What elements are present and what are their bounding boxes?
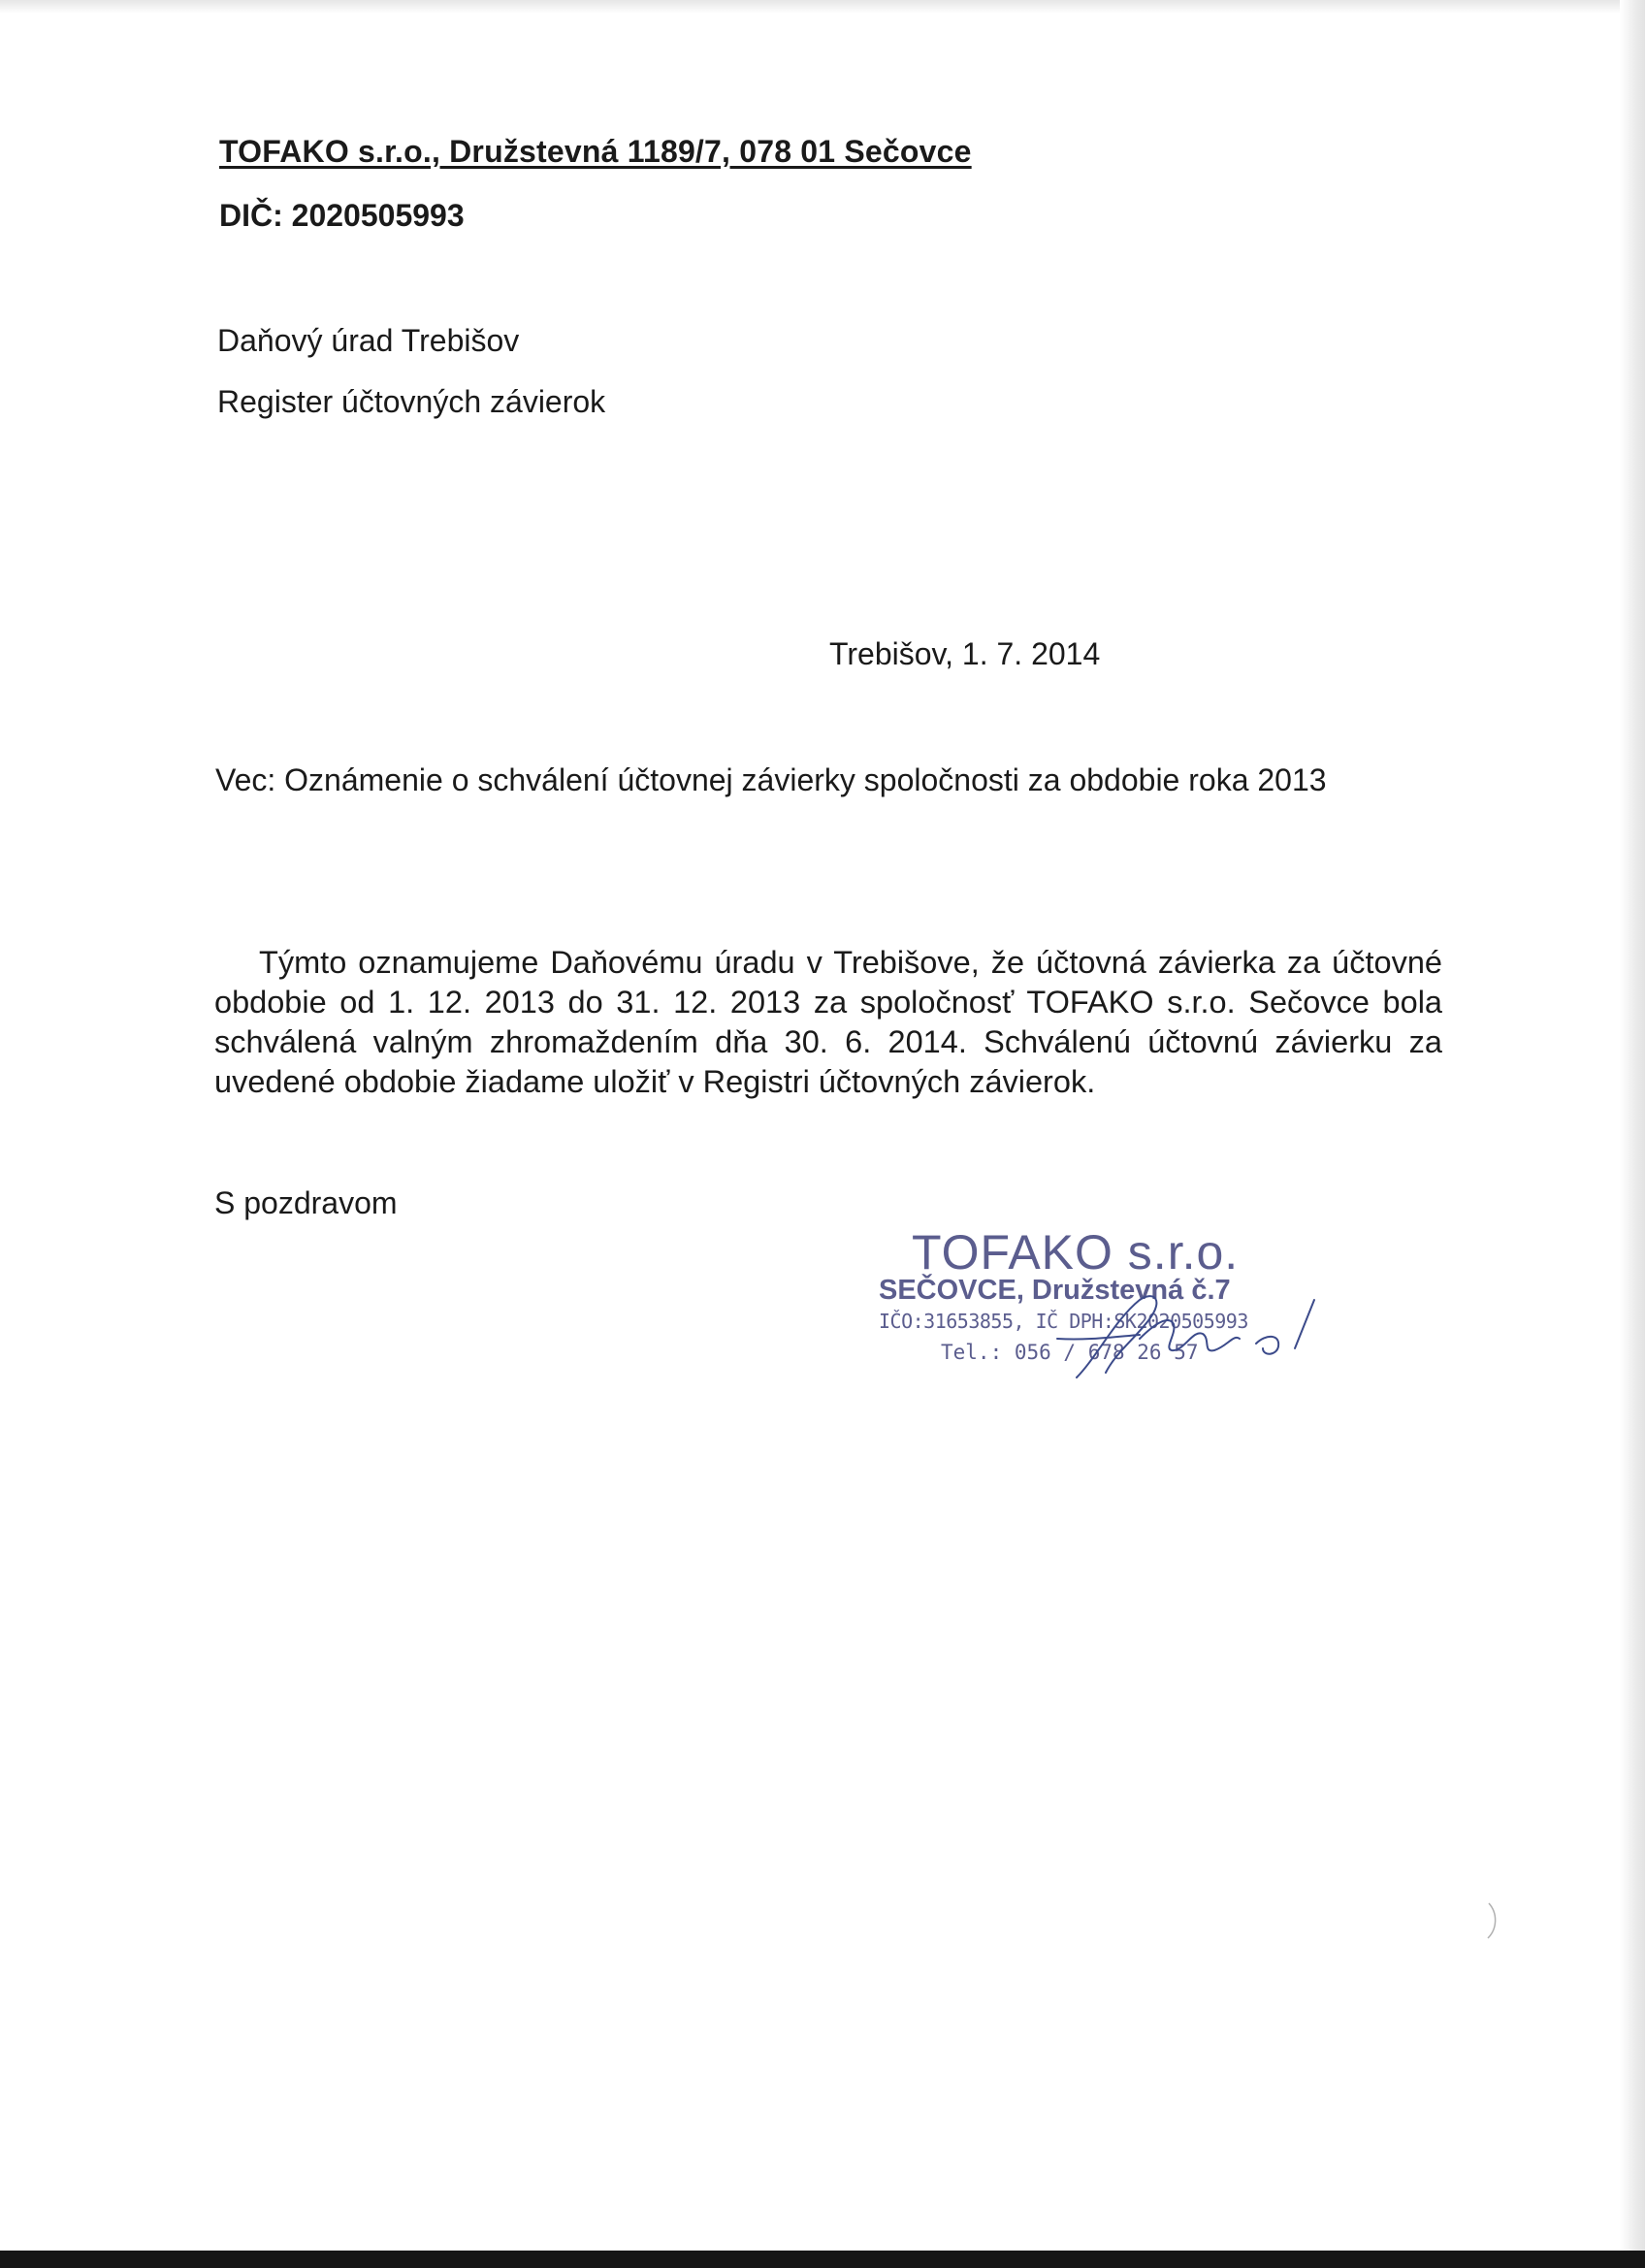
stamp-registration-ids: IČO:31653855, IČ DPH:SK2020505993 [879,1310,1248,1333]
letter-body: Týmto oznamujeme Daňovému úradu v Trebišove, že účtovná závierka za účtovné obdobie od 1. 12. 2013 do 31. 12. 2013 za spoločnosť TOFAKO s.r.o. Sečovce bola schválená valným zhromaždením dňa 30. 6. 2014. Schválenú účtovnú závierku za uvedené obdobie žiadame uložiť v Registri účtovných závierok. [214,945,1442,1099]
scan-artifact-mark [1484,1901,1503,1940]
letter-subject: Vec: Oznámenie o schválení účtovnej závierky spoločnosti za obdobie roka 2013 [215,762,1327,797]
stamp-telephone: Tel.: 056 / 678 26 57 [941,1341,1199,1364]
company-header: TOFAKO s.r.o., Družstevná 1189/7, 078 01 Sečovce [219,134,972,169]
company-tax-id: DIČ: 2020505993 [219,198,465,233]
stamp-address: SEČOVCE, Družstevná č.7 [879,1275,1231,1306]
page-top-edge [0,0,1645,14]
recipient-office: Daňový úrad Trebišov [217,323,520,358]
handwritten-signature [1048,1280,1368,1387]
scanner-bottom-band [0,2251,1645,2268]
page-right-edge [1620,0,1645,2251]
closing-greeting: S pozdravom [214,1185,398,1220]
stamp-company-name: TOFAKO s.r.o. [912,1225,1240,1280]
letter-date: Trebišov, 1. 7. 2014 [829,636,1101,671]
recipient-register: Register účtovných závierok [217,384,606,419]
